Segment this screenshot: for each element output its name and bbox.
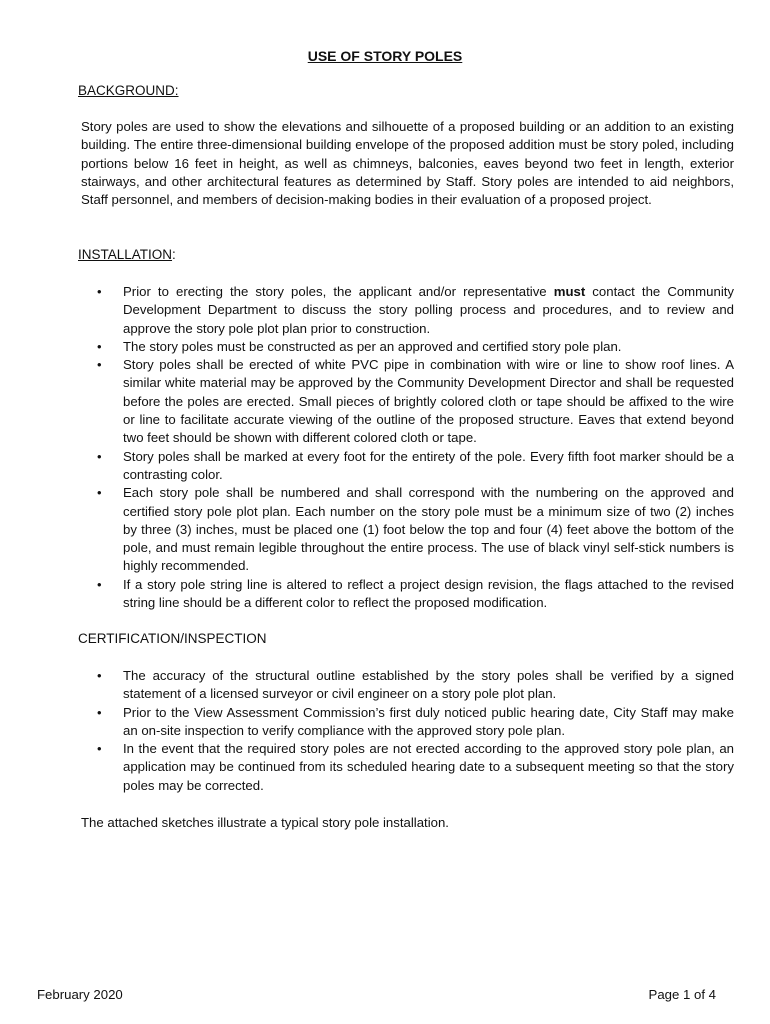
list-item [78, 356, 734, 447]
closing-sentence: The attached sketches illustrate a typical story pole installation. [81, 815, 449, 830]
background-heading: BACKGROUND: [78, 83, 179, 98]
certification-item-2: Prior to the View Assessment Commission’s first duly noticed public hearing date, City Staff may make an on-site inspection to verify compliance with the approved story pole plan. [123, 704, 734, 738]
certification-item-1: The accuracy of the structural outline established by the story poles shall be verified by a signed statement of a licensed surveyor or civil engineer on a story pole plot plan. [123, 668, 734, 702]
bullet-icon: • [97, 741, 102, 757]
footer-page-number: Page 1 of 4 [648, 987, 716, 1002]
background-paragraph: Story poles are used to show the elevations and silhouette of a proposed building or an addition to an existing building. The entire three-dimensional building envelope of the proposed addition must be story poled, including portions below 16 feet in height, as well as chimneys, balconies, eaves beyond two feet in length, exterior stairways, and other architectural features as determined by Staff. Story poles are intended to aid neighbors, Staff personnel, and members of decision-making bodies in their evaluation of a proposed project. [81, 119, 734, 208]
installation-item-1-pre: Prior to erecting the story poles, the applicant and/or representative [123, 284, 554, 299]
bullet-icon: • [97, 357, 102, 373]
bullet-icon: • [97, 338, 102, 354]
bullet-icon: • [97, 485, 102, 501]
bullet-icon: • [97, 284, 102, 299]
bullet-icon: • [97, 448, 102, 464]
installation-heading [78, 246, 176, 264]
list-item [78, 704, 734, 741]
list-item [78, 667, 734, 704]
installation-item-1-post: contact the Community Development Department to discuss the story polling process and procedures, and to review and approve the story pole plot plan prior to construction. [123, 284, 735, 336]
installation-item-2: The story poles must be constructed as per an approved and certified story pole plan. [123, 338, 622, 354]
installation-list [78, 283, 734, 612]
list-item [78, 448, 734, 485]
installation-item-1-bold: must [553, 284, 586, 299]
certification-heading: CERTIFICATION/INSPECTION [78, 631, 267, 646]
installation-item-6: If a story pole string line is altered to reflect a project design revision, the flags attached to the revised string line should be a different color to reflect the proposed modification. [123, 576, 734, 611]
list-item [78, 576, 734, 613]
footer-date: February 2020 [37, 987, 123, 1002]
bullet-icon: • [97, 704, 102, 720]
bullet-icon: • [97, 576, 102, 592]
list-item [78, 338, 734, 356]
bullet-icon: • [97, 668, 102, 683]
certification-list [78, 667, 734, 795]
installation-heading-colon: : [172, 247, 176, 262]
installation-heading-label: INSTALLATION [78, 247, 173, 262]
list-item [78, 283, 734, 338]
installation-item-3: Story poles shall be erected of white PVC pipe in combination with wire or line to show roof lines. A similar white material may be approved by the Community Development Director and shall be requested before the poles are erected. Small pieces of brightly colored cloth or tape should be affixed to the wire or line to facilitate accurate viewing of the outline of the proposed structure. Eaves that extend beyond two feet should be shown with different colored cloth or tape. [123, 357, 734, 446]
document-title: USE OF STORY POLES [307, 48, 463, 64]
list-item [78, 740, 734, 795]
installation-item-4: Story poles shall be marked at every foot for the entirety of the pole. Every fifth foot marker should be a contrasting color. [123, 448, 734, 482]
installation-item-5: Each story pole shall be numbered and shall correspond with the numbering on the approved and certified story pole plot plan. Each number on the story pole must be a minimum size of two (2) inches by three (3) inches, must be placed one (1) foot below the top and four (4) feet above the bottom of the pole, and must remain legible throughout the entire process. The use of black vinyl self-stick numbers is highly recommended. [123, 485, 734, 574]
list-item [78, 484, 734, 575]
certification-item-3: In the event that the required story poles are not erected according to the approved story pole plan, an application may be continued from its scheduled hearing date to a subsequent meeting so that the story poles may be corrected. [123, 741, 734, 793]
